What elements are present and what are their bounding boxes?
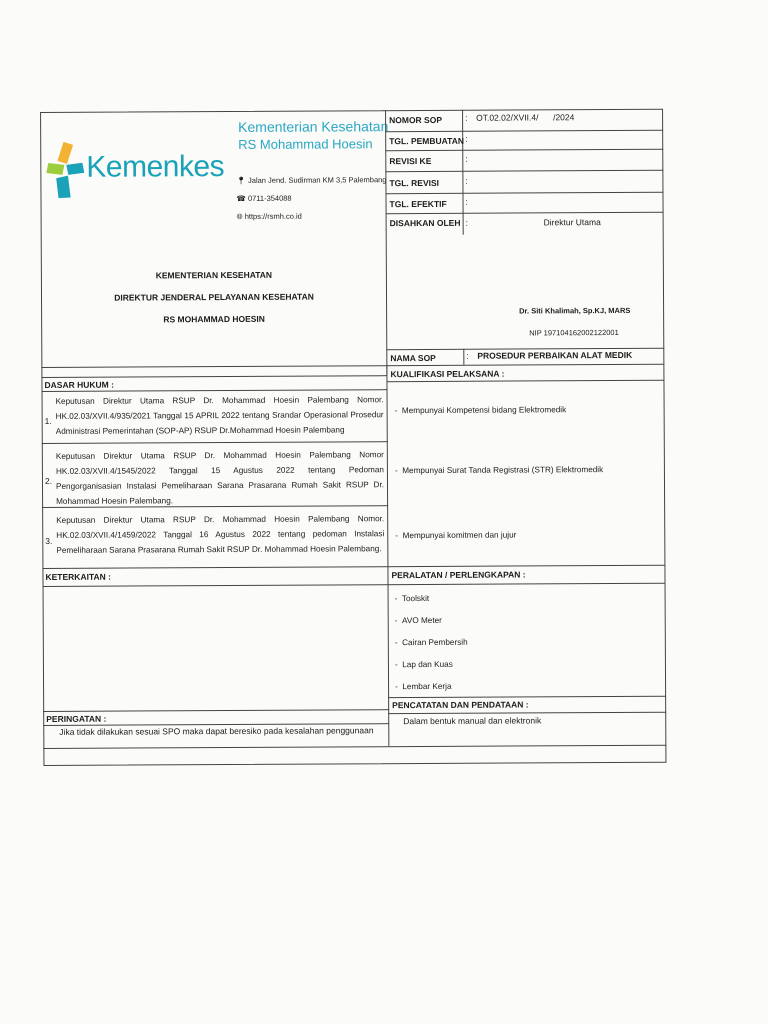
item-number: 2.: [44, 475, 53, 486]
bullet: -: [394, 616, 398, 626]
meta-label-divider-2: [463, 349, 464, 365]
kualifikasi-item-1: [395, 405, 567, 415]
org-line-2: DIREKTUR JENDERAL PELAYANAN KESEHATAN: [114, 291, 314, 303]
disahkan-label: DISAHKAN OLEH: [389, 217, 461, 229]
bullet: -: [394, 406, 398, 416]
pencatatan-label: PENCATATAN DAN PENDATAAN :: [392, 699, 529, 711]
peralatan-label: PERALATAN / PERLENGKAPAN :: [391, 569, 526, 581]
address-row: [236, 174, 386, 186]
logo-wordmark: Kemenkes: [86, 150, 225, 184]
kemenkes-logo-icon: [46, 141, 84, 203]
hospital-name: RS Mohammad Hoesin: [238, 136, 373, 152]
peralatan-item: [395, 682, 451, 691]
bullet: -: [395, 531, 399, 541]
peralatan-text: Cairan Pembersih: [402, 637, 468, 648]
kualifikasi-text: Mempunyai komitmen dan jujur: [402, 530, 517, 541]
kualifikasi-item-2: [395, 465, 603, 475]
peringatan-text: Jika tidak dilakukan sesuai SPO maka dapat beresiko pada kesalahan penggunaan: [59, 725, 374, 737]
dasar-hukum-item-1: Keputusan Direktur Utama RSUP Dr. Mohammad Hoesin Palembang Nomor. HK.02.03/XVII.4/935/2021 Tanggal 15 APRIL 2022 tentang Srandar Operasional Prosedur Administrasi Pemerintahan (SOP-AP) RSUP Dr.Mohammad Hoesin Palembang: [55, 395, 384, 436]
signer-nip: NIP 197104162002122001: [529, 327, 619, 338]
bullet: -: [394, 660, 398, 670]
keterkaitan-label: KETERKAITAN :: [45, 571, 111, 582]
colon: :: [465, 133, 468, 144]
nama-sop-value: PROSEDUR PERBAIKAN ALAT MEDIK: [477, 349, 633, 361]
org-line-3: RS MOHAMMAD HOESIN: [163, 313, 265, 325]
pencatatan-text: Dalam bentuk manual dan elektronik: [403, 715, 542, 727]
website-text: https://rsmh.co.id: [244, 211, 302, 221]
colon: :: [465, 175, 468, 186]
tgl-efektif-label: TGL. EFEKTIF: [389, 198, 447, 210]
website-row: [237, 211, 302, 222]
bullet: -: [394, 638, 398, 648]
tgl-pembuatan-label: TGL. PEMBUATAN: [389, 135, 464, 147]
kualifikasi-text: Mempunyai Kompetensi bidang Elektromedik: [401, 405, 567, 416]
peringatan-label: PERINGATAN :: [46, 713, 107, 724]
disahkan-title: Direktur Utama: [543, 217, 601, 228]
signer-name: Dr. Siti Khalimah, Sp.KJ, MARS: [519, 305, 631, 316]
colon: :: [466, 350, 469, 361]
peralatan-text: Lembar Kerja: [402, 681, 452, 692]
nomor-sop-year: /2024: [553, 112, 575, 123]
bullet: -: [394, 594, 398, 604]
phone-icon: ☎: [236, 193, 246, 203]
peralatan-item: [395, 660, 453, 669]
ministry-name: Kementerian Kesehatan: [238, 118, 389, 135]
peralatan-item: [395, 594, 430, 603]
bullet: -: [394, 466, 398, 476]
colon: :: [465, 112, 468, 123]
revisi-ke-label: REVISI KE: [389, 155, 432, 167]
globe-icon: 🌐︎: [236, 211, 243, 221]
phone-row: [236, 193, 291, 204]
bullet: -: [395, 682, 398, 692]
peralatan-text: Lap dan Kuas: [402, 659, 453, 670]
colon: :: [465, 196, 468, 207]
kualifikasi-text: Mempunyai Surat Tanda Registrasi (STR) Elektromedik: [402, 465, 604, 476]
peralatan-item: [395, 638, 468, 647]
kualifikasi-item-3: [395, 531, 516, 541]
peralatan-text: Toolskit: [401, 593, 430, 604]
dasar-hukum-label: DASAR HUKUM :: [44, 379, 114, 390]
tgl-revisi-label: TGL. REVISI: [389, 177, 440, 189]
nomor-sop-label: NOMOR SOP: [389, 114, 443, 126]
item-number: 1.: [44, 415, 52, 426]
sop-document: [40, 100, 666, 766]
kualifikasi-label: KUALIFIKASI PELAKSANA :: [390, 368, 505, 380]
nama-sop-label: NAMA SOP: [390, 352, 436, 364]
address-text: Jalan Jend. Sudirman KM 3,5 Palembang: [248, 175, 387, 185]
phone-text: 0711-354088: [247, 193, 292, 203]
colon: :: [465, 153, 468, 164]
location-icon: 📍︎: [236, 175, 246, 185]
dasar-hukum-item-2: Keputusan Direktur Utama RSUP Dr. Mohammad Hoesin Palembang Nomor HK.02.03/XVII.4/1545/2022 Tanggal 15 Agustus 2022 tentang Pedoman Pengorganisasian Instalasi Pemeliharaan Sarana Prasarana Rumah Sakit RSUP Dr. Mohammad Hoesin Palembang.: [55, 450, 385, 506]
dasar-hukum-item-3: Keputusan Direktur Utama RSUP Dr. Mohammad Hoesin Palembang Nomor. HK.02.03/XVII.4/1459/2022 Tanggal 16 Agustus 2022 tentang pedoman Instalasi Pemeliharaan Sarana Prasarana Rumah Sakit RSUP Dr. Mohammad Hoesin Palembang.: [56, 514, 385, 555]
org-line-1: KEMENTERIAN KESEHATAN: [155, 269, 273, 281]
kemenkes-logo: [46, 141, 84, 203]
nomor-sop-value: OT.02.02/XVII.4/: [476, 112, 539, 123]
peralatan-item: [395, 616, 442, 625]
item-number: 3.: [45, 535, 53, 546]
colon: :: [465, 217, 469, 228]
peralatan-text: AVO Meter: [401, 615, 442, 626]
